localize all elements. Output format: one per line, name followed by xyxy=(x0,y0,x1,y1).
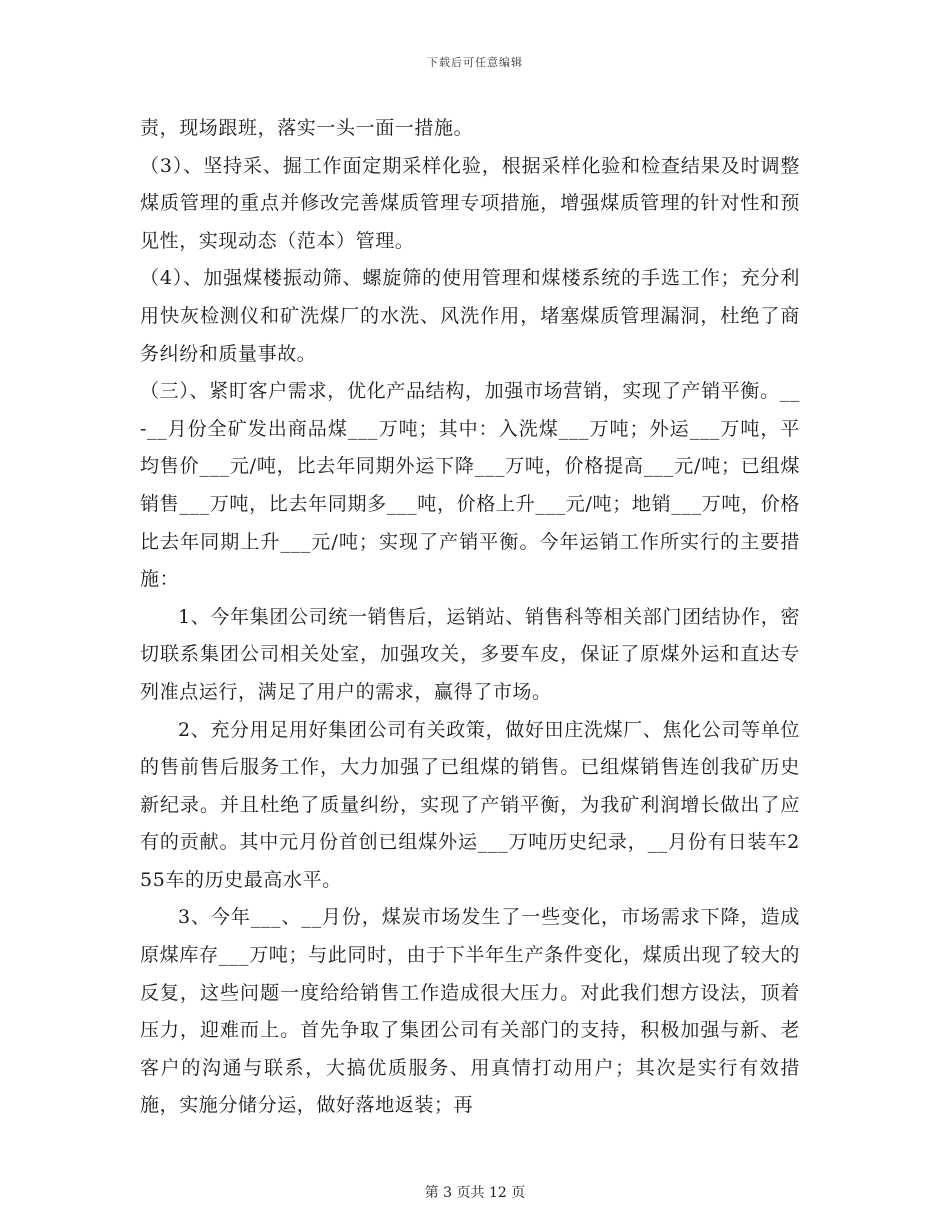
paragraph-item-4: （4）、加强煤楼振动筛、螺旋筛的使用管理和煤楼系统的手选工作；充分利用快灰检测仪和矿洗煤厂的水洗、风洗作用，堵塞煤质管理漏洞，杜绝了商务纠纷和质量事故。 xyxy=(140,267,800,365)
document-body xyxy=(140,110,800,1125)
paragraph-item-3: （3）、坚持采、掘工作面定期采样化验，根据采样化验和检查结果及时调整煤质管理的重点并修改完善煤质管理专项措施，增强煤质管理的针对性和预见性，实现动态（范本）管理。 xyxy=(140,154,800,252)
page-footer-number: 第 3 页共 12 页 xyxy=(424,1185,526,1201)
paragraph-continuation: 责，现场跟班，落实一头一面一措施。 xyxy=(140,117,474,139)
page-header-note: 下载后可任意编辑 xyxy=(427,56,523,69)
paragraph-measure-1: 1、今年集团公司统一销售后，运销站、销售科等相关部门团结协作，密切联系集团公司相关处室，加强攻关，多要车皮，保证了原煤外运和直达专列准点运行，满足了用户的需求，赢得了市场。 xyxy=(140,605,800,703)
paragraph-measure-2: 2、充分用足用好集团公司有关政策，做好田庄洗煤厂、焦化公司等单位的售前售后服务工作，大力加强了已组煤的销售。已组煤销售连创我矿历史新纪录。并且杜绝了质量纠纷，实现了产销平衡，为我矿利润增长做出了应有的贡献。其中元月份首创已组煤外运___万吨历史纪录，__月份有日装车255车的历史最高水平。 xyxy=(140,718,800,891)
paragraph-measure-3: 3、今年___、__月份，煤炭市场发生了一些变化，市场需求下降，造成原煤库存___万吨；与此同时，由于下半年生产条件变化，煤质出现了较大的反复，这些问题一度给给销售工作造成很大压力。对此我们想方设法，顶着压力，迎难而上。首先争取了集团公司有关部门的支持，积极加强与新、老客户的沟通与联系，大搞优质服务、用真情打动用户；其次是实行有效措施，实施分储分运，做好落地返装；再 xyxy=(140,906,800,1117)
paragraph-section-3: （三）、紧盯客户需求，优化产品结构，加强市场营销，实现了产销平衡。__-__月份全矿发出商品煤___万吨；其中：入洗煤___万吨；外运___万吨，平均售价___元/吨，比去年同期外运下降___万吨，价格提高___元/吨；已组煤销售___万吨，比去年同期多___吨，价格上升___元/吨；地销___万吨，价格比去年同期上升___元/吨；实现了产销平衡。今年运销工作所实行的主要措施： xyxy=(140,380,800,591)
